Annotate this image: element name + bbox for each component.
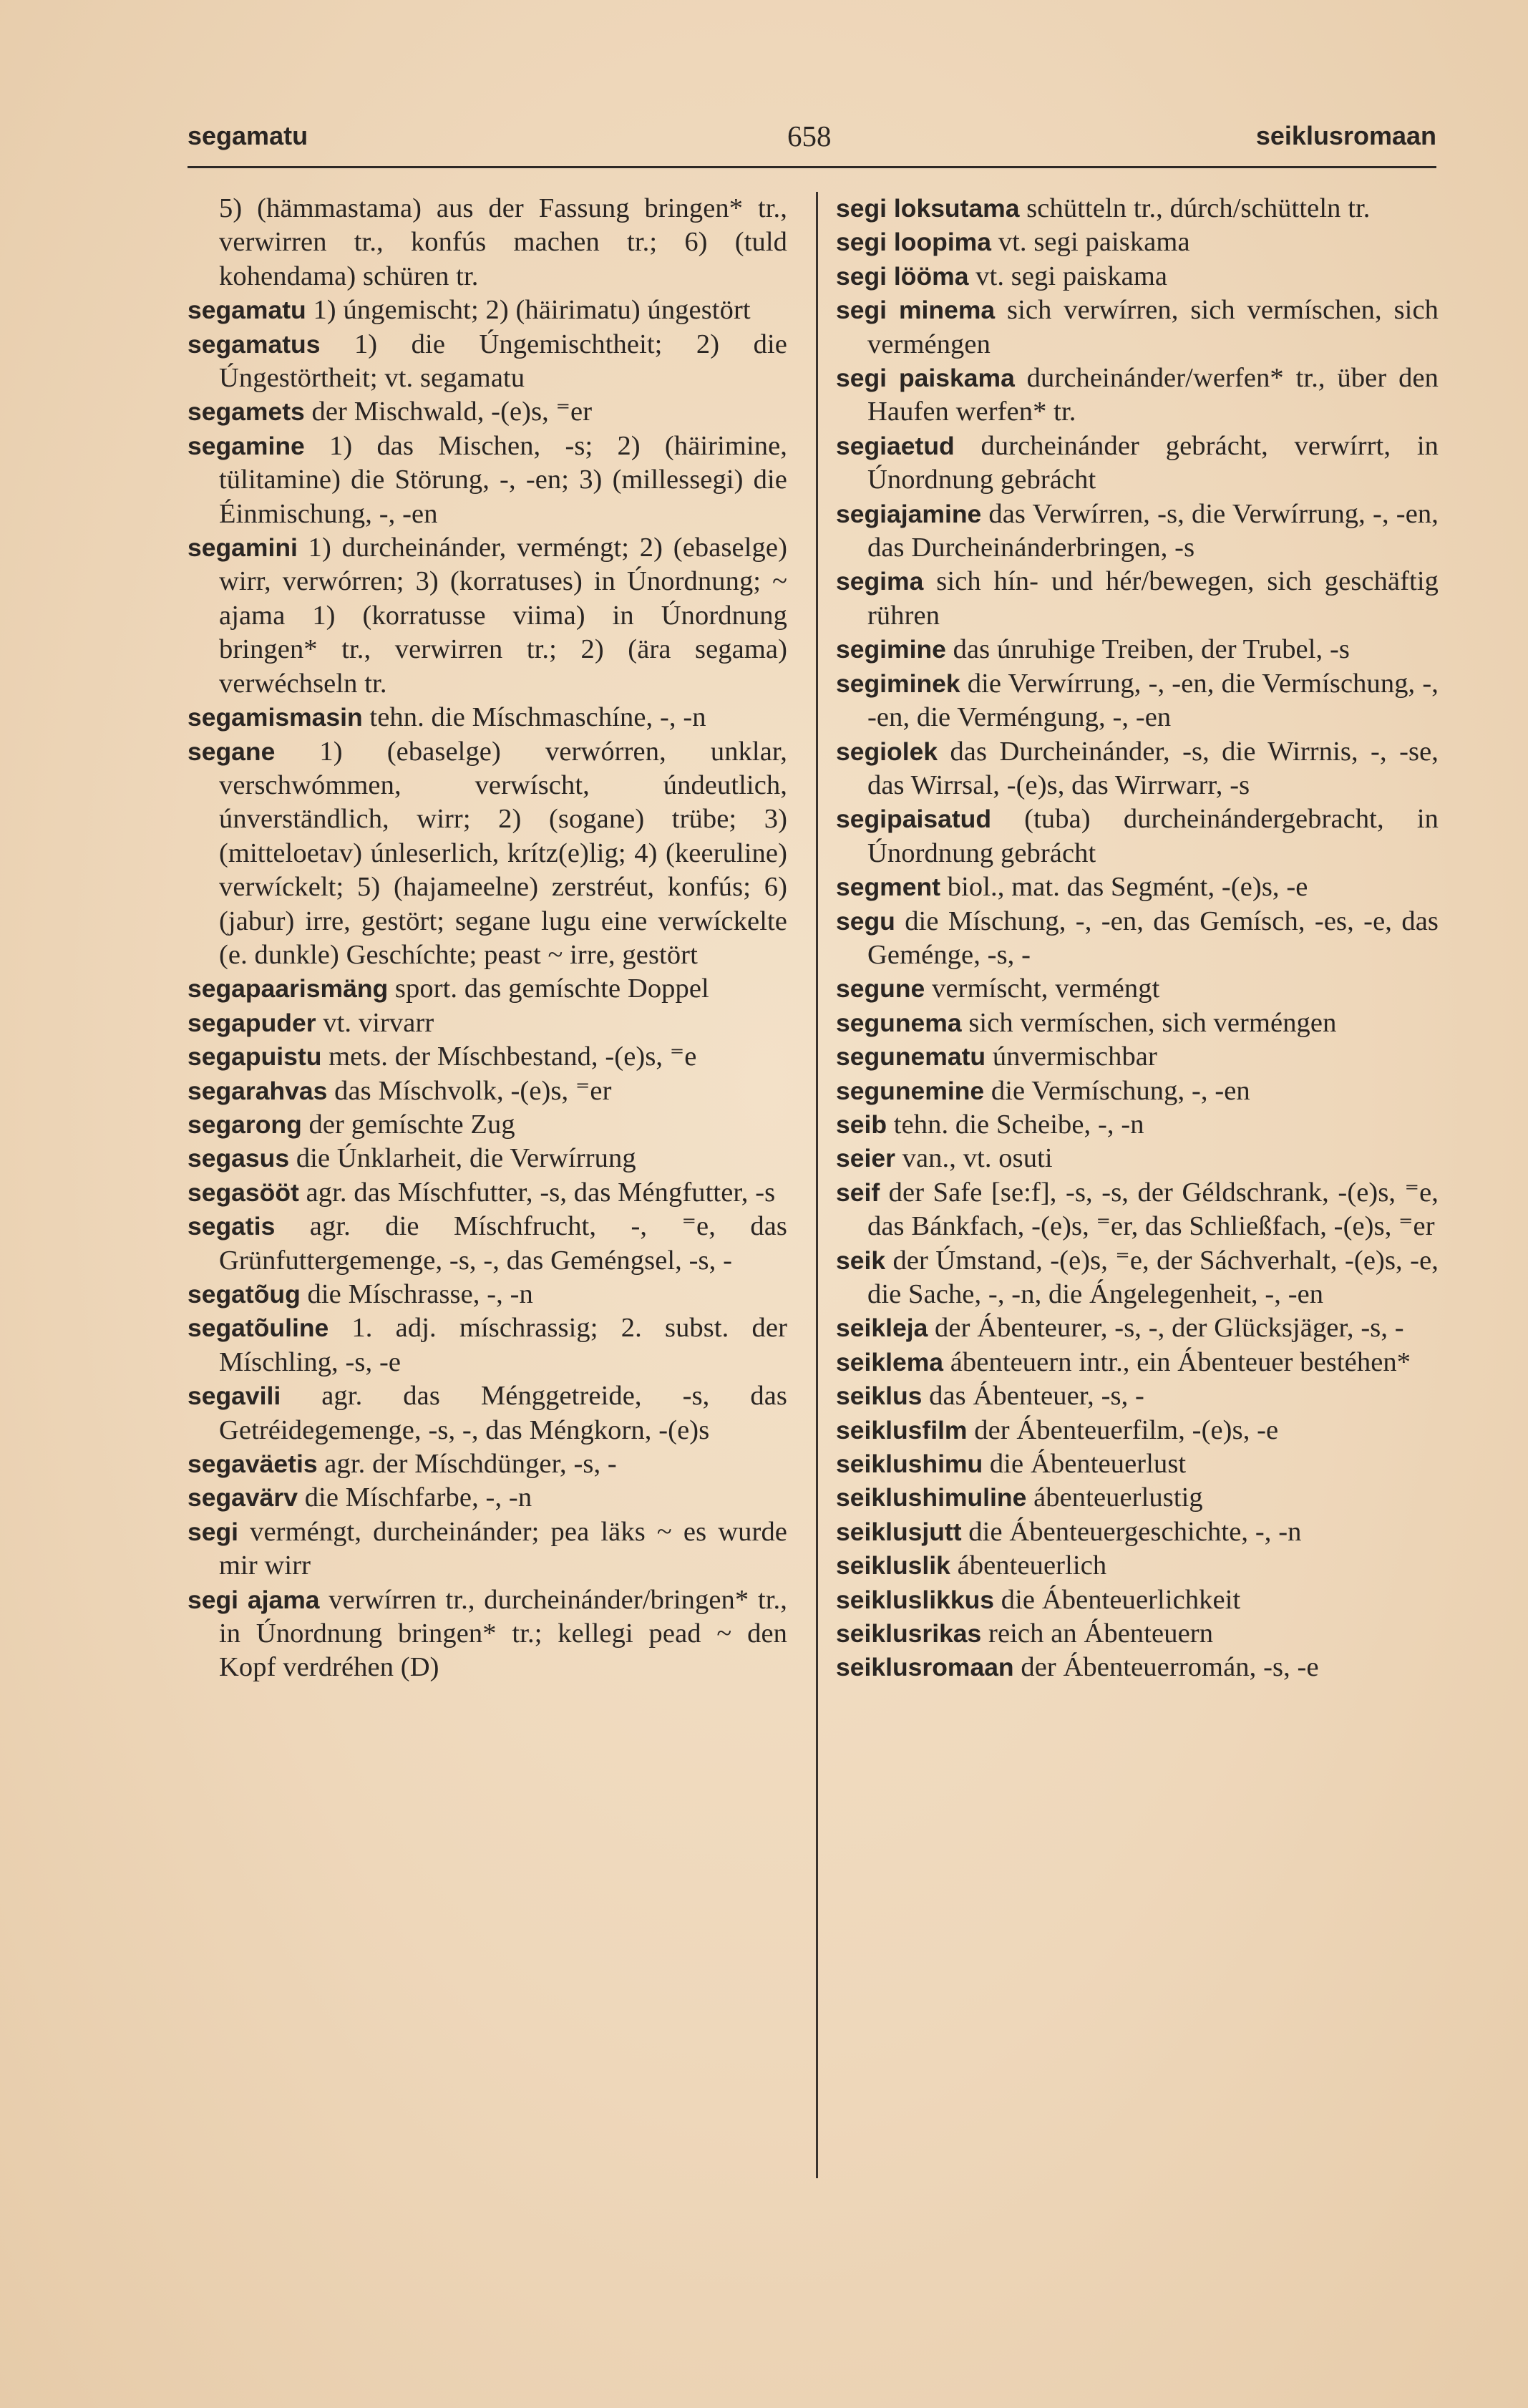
entry-headword: segamets [188, 397, 305, 427]
entry-headword: segimine [836, 635, 946, 664]
dictionary-entry [219, 192, 787, 293]
dictionary-entry [836, 1617, 1439, 1651]
entry-headword: segaväetis [188, 1450, 318, 1479]
entry-definition: die Ábenteuerlichkeit [994, 1584, 1241, 1615]
entry-definition: 5) (hämmastama) aus der Fassung bringen* tr., verwirren tr., konfús machen tr.; 6) (tuld kohendama) schüren tr. [219, 193, 787, 291]
entry-definition: das Durcheinánder, -s, die Wirrnis, -, -se, das Wirrsal, -(e)s, das Wirrwarr, -s [867, 736, 1439, 800]
entry-headword: seiklushimu [836, 1450, 983, 1479]
entry-headword: segarong [188, 1110, 302, 1139]
dictionary-entry [188, 701, 787, 734]
entry-definition: der Mischwald, -(e)s, ⁼er [304, 397, 593, 427]
left-guideword: segamatu [188, 121, 308, 150]
entry-headword: seif [836, 1178, 880, 1207]
entry-headword: segiolek [836, 737, 938, 766]
dictionary-entry [836, 1346, 1439, 1379]
entry-definition: der gemíschte Zug [301, 1109, 515, 1140]
entry-definition: die Ábenteuergeschichte, -, -n [961, 1516, 1302, 1547]
entry-headword: segima [836, 567, 924, 596]
entry-headword: segiajamine [836, 499, 982, 528]
dictionary-entry [188, 1515, 787, 1583]
entry-headword: seib [836, 1110, 887, 1139]
column-divider [816, 192, 818, 2178]
entry-headword: segasus [188, 1144, 290, 1173]
entry-headword: seier [836, 1144, 895, 1173]
dictionary-entry [836, 429, 1439, 497]
entry-headword: segapuistu [188, 1042, 322, 1072]
entry-definition: 1) durcheinánder, verméngt; 2) (ebaselge) wirr, verwórren; 3) (korratuses) in Únordnung; ~ ajama 1) (korratusse viima) in Únordnung bringen* tr., verwirren tr.; 2) (ära segama) verwéchseln tr. [219, 533, 787, 699]
entry-definition: agr. das Míschfutter, -s, das Méngfutter, -s [298, 1177, 776, 1208]
entry-headword: segi loksutama [836, 194, 1020, 223]
entry-definition: die Míschfarbe, -, -n [297, 1482, 532, 1513]
dictionary-entry [188, 1040, 787, 1074]
dictionary-entry [836, 361, 1439, 429]
dictionary-entry [836, 1040, 1439, 1074]
dictionary-entry [836, 1006, 1439, 1040]
dictionary-entry [188, 328, 787, 396]
entry-definition: die Ábenteuerlust [983, 1449, 1187, 1480]
entry-headword: segamismasin [188, 703, 363, 732]
dictionary-entry [188, 1142, 787, 1175]
entry-definition: sich hín- und hér/bewegen, sich geschäftig rühren [867, 566, 1439, 631]
entry-definition: das únruhige Treiben, der Trubel, -s [945, 634, 1350, 665]
entry-headword: segamatus [188, 329, 321, 359]
entry-headword: segment [836, 873, 940, 902]
entry-definition: die Vermíschung, -, -en [984, 1075, 1250, 1106]
entry-definition: das Míschvolk, -(e)s, ⁼er [327, 1075, 612, 1106]
entry-definition: die Míschung, -, -en, das Gemísch, -es, -e, das Geménge, -s, - [867, 906, 1439, 970]
dictionary-entry [836, 565, 1439, 633]
dictionary-entry [188, 1210, 787, 1278]
entry-definition: das Verwírren, -s, die Verwírrung, -, -en, das Durcheinánderbringen, -s [867, 498, 1439, 563]
entry-definition: van., vt. osuti [895, 1143, 1053, 1174]
entry-definition: 1. adj. míschrassig; 2. subst. der Míschling, -s, -e [219, 1313, 787, 1377]
entry-headword: seikluslik [836, 1551, 950, 1581]
dictionary-entry [836, 1481, 1439, 1515]
page-number: 658 [787, 120, 832, 152]
entry-definition: 1) die Úngemischtheit; 2) die Úngestörtheit; vt. segamatu [219, 329, 787, 394]
entry-headword: segamine [188, 431, 305, 460]
entry-headword: segiminek [836, 669, 960, 698]
entry-headword: segavili [188, 1382, 281, 1411]
dictionary-entry [836, 1515, 1439, 1549]
entry-definition: vt. segi paiskama [991, 227, 1190, 258]
entry-definition: mets. der Míschbestand, -(e)s, ⁼e [321, 1042, 697, 1072]
dictionary-entry [188, 1006, 787, 1040]
dictionary-entry [836, 1549, 1439, 1583]
dictionary-entry [836, 735, 1439, 803]
entry-definition: schütteln tr., dúrch/schütteln tr. [1019, 193, 1371, 223]
dictionary-entry [188, 1108, 787, 1142]
dictionary-entry [188, 1379, 787, 1447]
entry-definition: 1) úngemischt; 2) (häirimatu) úngestört [306, 295, 751, 326]
dictionary-entry [836, 1108, 1439, 1142]
entry-headword: segi paiskama [836, 364, 1015, 393]
entry-definition: durcheinánder/werfen* tr., über den Haufen werfen* tr. [867, 363, 1439, 427]
entry-headword: seiklusrikas [836, 1619, 982, 1649]
entry-headword: segane [188, 737, 276, 766]
entry-headword: segatõug [188, 1280, 301, 1309]
entry-definition: (tuba) durcheinándergebracht, in Únordnung gebrácht [867, 804, 1439, 868]
dictionary-entry [836, 1583, 1439, 1617]
entry-headword: segasööt [188, 1178, 299, 1207]
entry-definition: die Únklarheit, die Verwírrung [289, 1143, 636, 1174]
entry-definition: der Ábenteuerromán, -s, -e [1013, 1652, 1319, 1683]
entry-headword: segi [188, 1517, 239, 1546]
entry-headword: segunemine [836, 1076, 985, 1105]
dictionary-entry [836, 802, 1439, 870]
entry-headword: segiaetud [836, 431, 955, 460]
entry-definition: ábenteuern intr., ein Ábenteuer bestéhen* [943, 1346, 1411, 1377]
entry-definition: 1) (ebaselge) verwórren, unklar, verschwómmen, verwíscht, úndeutlich, únverständlich, wirr; 2) (sogane) trübe; 3) (mitteloetav) únleserlich, krítz(e)lig; 4) (keeruline) verwíckelt; 5) (hajameelne) zerstréut, konfús; 6) (jabur) irre, gestört; segane lugu eine verwíckelte (e. dunkle) Geschíchte; peast ~ irre, gestört [219, 736, 787, 970]
dictionary-entry [188, 531, 787, 701]
entry-headword: segamatu [188, 296, 306, 325]
dictionary-entry [836, 1651, 1439, 1684]
entry-definition: der Úmstand, -(e)s, ⁼e, der Sáchverhalt, -(e)s, -e, die Sache, -, -n, die Ángelegenheit, -, -en [867, 1245, 1439, 1309]
entry-headword: seiklusromaan [836, 1653, 1014, 1682]
dictionary-entry [836, 1142, 1439, 1175]
entry-definition: sich vermíschen, sich verméngen [961, 1007, 1337, 1038]
dictionary-entry [188, 1311, 787, 1379]
entry-headword: segune [836, 974, 925, 1004]
right-guideword: seiklusromaan [1255, 121, 1436, 150]
dictionary-entry [836, 192, 1439, 225]
entry-definition: ábenteuerlustig [1026, 1482, 1203, 1513]
dictionary-entry [836, 1379, 1439, 1413]
entry-definition: das Ábenteuer, -s, - [922, 1381, 1144, 1412]
dictionary-entry [836, 1311, 1439, 1345]
entry-headword: segi minema [836, 296, 996, 325]
entry-definition: durcheinánder gebrácht, verwírrt, in Únordnung gebrácht [867, 430, 1439, 495]
entry-definition: sich verwírren, sich vermíschen, sich verméngen [867, 295, 1439, 359]
dictionary-entry [188, 1074, 787, 1108]
entry-headword: seiklema [836, 1347, 944, 1377]
dictionary-entry [836, 497, 1439, 565]
dictionary-entry [836, 1176, 1439, 1244]
dictionary-entry [188, 1176, 787, 1210]
entry-definition: agr. die Míschfrucht, -, ⁼e, das Grünfuttergemenge, -s, -, das Geméngsel, -s, - [219, 1211, 787, 1276]
entry-headword: segatõuline [188, 1314, 329, 1343]
entry-definition: 1) das Mischen, -s; 2) (häirimine, tülitamine) die Störung, -, -en; 3) (millessegi) die Éinmischung, -, -en [219, 430, 787, 529]
dictionary-entry [188, 1583, 788, 1685]
entry-headword: seiklus [836, 1382, 923, 1411]
dictionary-entry [836, 905, 1439, 973]
entry-definition: die Míschrasse, -, -n [300, 1279, 533, 1309]
entry-headword: seikleja [836, 1314, 928, 1343]
entry-headword: segu [836, 906, 895, 936]
entry-headword: segunema [836, 1008, 962, 1037]
entry-headword: segapaarismäng [188, 974, 389, 1004]
dictionary-entry [836, 633, 1439, 666]
entry-definition: agr. das Ménggetreide, -s, das Getréidegemenge, -s, -, das Méngkorn, -(e)s [219, 1381, 787, 1445]
header-rule [188, 166, 1436, 168]
entry-definition: vt. segi paiskama [968, 261, 1168, 291]
entry-headword: segunematu [836, 1042, 986, 1072]
entry-definition: verwírren tr., durcheinánder/bringen* tr., in Únordnung bringen* tr.; kellegi pead ~ den Kopf verdréhen (D) [219, 1584, 788, 1683]
dictionary-entry [188, 293, 787, 327]
entry-definition: únvermischbar [986, 1042, 1157, 1072]
entry-definition: agr. der Míschdünger, -s, - [317, 1449, 617, 1480]
dictionary-entry [188, 735, 787, 973]
dictionary-entry [836, 1447, 1439, 1481]
entry-definition: der Safe [se:f], -s, -s, der Géldschrank, -(e)s, ⁼e, das Bánkfach, -(e)s, ⁼er, das Schließfach, -(e)s, ⁼er [867, 1177, 1439, 1242]
entry-headword: segi ajama [188, 1585, 320, 1614]
dictionary-entry [836, 1244, 1439, 1312]
dictionary-entry [188, 1481, 787, 1515]
dictionary-entry [836, 260, 1439, 293]
entry-definition: ábenteuerlich [950, 1550, 1107, 1581]
entry-headword: segi loopima [836, 228, 991, 257]
dictionary-entry [188, 429, 787, 531]
dictionary-entry [836, 870, 1439, 904]
left-column [188, 192, 787, 1685]
entry-definition: vermíscht, verméngt [925, 974, 1160, 1004]
entry-definition: reich an Ábenteuern [981, 1618, 1214, 1649]
entry-headword: seikluslikkus [836, 1585, 995, 1614]
entry-headword: segi lööma [836, 261, 969, 291]
entry-definition: tehn. die Míschmaschíne, -, -n [362, 702, 706, 733]
entry-headword: segavärv [188, 1483, 298, 1513]
entry-definition: der Ábenteurer, -s, -, der Glücksjäger, -s, - [928, 1313, 1404, 1344]
dictionary-entry [836, 1074, 1439, 1108]
dictionary-entry [836, 293, 1439, 361]
entry-headword: seiklusjutt [836, 1517, 962, 1546]
dictionary-entry [836, 667, 1439, 735]
entry-headword: segipaisatud [836, 805, 992, 834]
entry-headword: seiklusfilm [836, 1415, 968, 1445]
dictionary-entry [188, 1278, 787, 1311]
entry-definition: biol., mat. das Segmént, -(e)s, -e [940, 872, 1308, 903]
dictionary-entry [188, 972, 787, 1006]
dictionary-entry [836, 225, 1439, 259]
entry-definition: vt. virvarr [316, 1007, 434, 1038]
entry-definition: der Ábenteuerfilm, -(e)s, -e [967, 1414, 1279, 1445]
entry-definition: sport. das gemíschte Doppel [388, 974, 709, 1004]
entry-headword: segarahvas [188, 1076, 328, 1105]
dictionary-entry [188, 395, 787, 429]
right-column [836, 192, 1439, 1685]
entry-headword: segatis [188, 1212, 276, 1241]
entry-headword: seiklushimuline [836, 1483, 1027, 1513]
entry-headword: segapuder [188, 1008, 316, 1037]
dictionary-entry [836, 1414, 1439, 1447]
page-header [188, 115, 1436, 157]
entry-headword: segamini [188, 533, 298, 563]
entry-definition: die Verwírrung, -, -en, die Vermíschung, -, -en, die Verméngung, -, -en [867, 668, 1439, 733]
entry-headword: seik [836, 1246, 886, 1275]
entry-definition: verméngt, durcheinánder; pea läks ~ es wurde mir wirr [219, 1516, 787, 1581]
dictionary-entry [188, 1447, 787, 1481]
dictionary-entry [836, 972, 1439, 1006]
entry-definition: tehn. die Scheibe, -, -n [887, 1109, 1144, 1140]
